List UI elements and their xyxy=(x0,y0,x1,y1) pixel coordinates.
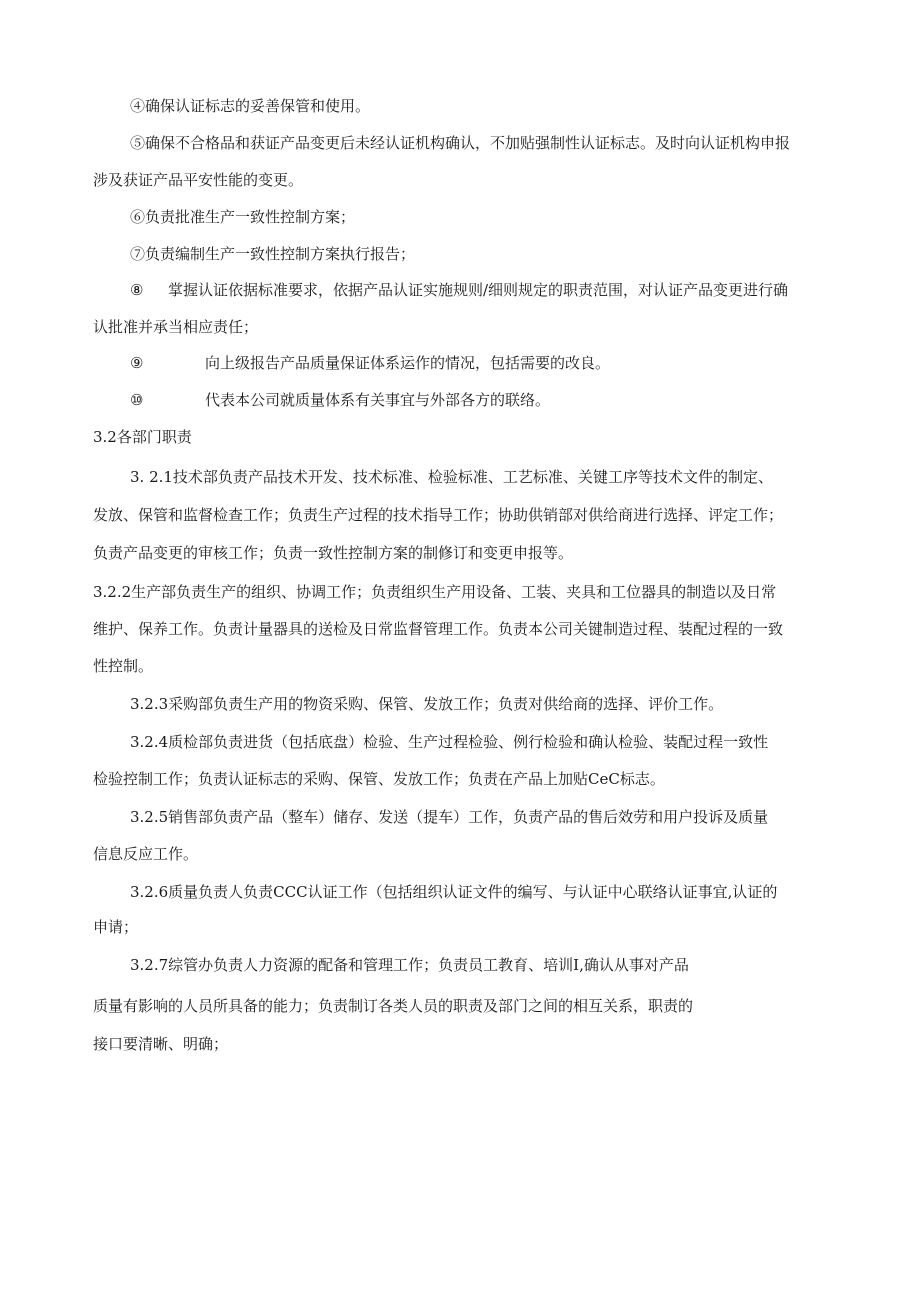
item-10-number: ⑩ xyxy=(130,391,144,409)
item-9: 向上级报告产品质量保证体系运作的情况，包括需要的改良。 xyxy=(205,354,611,372)
section-3-2-1-line-2: 发放、保管和监督检查工作；负责生产过程的技术指导工作；协助供销部对供给商进行选择、评定工作； xyxy=(93,506,784,524)
item-4: ④确保认证标志的妥善保管和使用。 xyxy=(130,97,371,115)
section-3-2-5-line-1: 3.2.5销售部负责产品（整车）储存、发送（提车）工作，负责产品的售后效劳和用户投诉及质量 xyxy=(130,808,769,826)
section-3-2-2-line-1: 3.2.2生产部负责生产的组织、协调工作；负责组织生产用设备、工装、夹具和工位器具的制造以及日常 xyxy=(93,583,777,601)
section-3-2-6-line-2: 申请； xyxy=(93,918,139,936)
section-3-2-7-line-1: 3.2.7综管办负责人力资源的配备和管理工作；负责员工教育、培训I,确认从事对产品 xyxy=(130,956,689,974)
section-3-2-1-line-1: 3. 2.1技术部负责产品技术开发、技术标准、检验标准、工艺标准、关键工序等技术文件的制定、 xyxy=(130,468,773,486)
section-heading: 3.2各部门职责 xyxy=(93,428,192,446)
item-10: 代表本公司就质量体系有关事宜与外部各方的联络。 xyxy=(205,391,551,409)
item-8-line-1: 掌握认证依据标准要求，依据产品认证实施规则/细则规定的职责范围，对认证产品变更进行确 xyxy=(168,281,789,299)
section-3-2-1-line-3: 负责产品变更的审核工作；负责一致性控制方案的制修订和变更申报等。 xyxy=(93,544,574,562)
item-8-line-2: 认批准并承当相应责任； xyxy=(93,318,259,336)
section-3-2-2-line-2: 维护、保养工作。负责计量器具的送检及日常监督管理工作。负责本公司关键制造过程、装配过程的一致 xyxy=(93,620,784,638)
section-3-2-5-line-2: 信息反应工作。 xyxy=(93,845,199,863)
item-7: ⑦负责编制生产一致性控制方案执行报告； xyxy=(130,245,416,263)
section-3-2-2-line-3: 性控制。 xyxy=(93,657,154,675)
section-3-2-4-line-1: 3.2.4质检部负责进货（包括底盘）检验、生产过程检验、例行检验和确认检验、装配过程一致性 xyxy=(130,733,769,751)
item-9-number: ⑨ xyxy=(130,354,144,372)
item-6: ⑥负责批准生产一致性控制方案； xyxy=(130,208,356,226)
item-5-line-1: ⑤确保不合格品和获证产品变更后未经认证机构确认，不加贴强制性认证标志。及时向认证机构申报 xyxy=(130,134,791,152)
section-3-2-7-line-2: 质量有影响的人员所具备的能力；负责制订各类人员的职责及部门之间的相互关系，职责的 xyxy=(93,997,694,1015)
section-3-2-4-line-2: 检验控制工作；负责认证标志的采购、保管、发放工作；负责在产品上加贴CeC标志。 xyxy=(93,770,665,788)
section-3-2-6-line-1: 3.2.6质量负责人负责CCC认证工作（包括组织认证文件的编写、与认证中心联络认证事宜,认证的 xyxy=(130,883,778,901)
section-3-2-3: 3.2.3采购部负责生产用的物资采购、保管、发放工作；负责对供给商的选择、评价工作。 xyxy=(130,695,724,713)
section-3-2-7-line-3: 接口要清晰、明确； xyxy=(93,1035,229,1053)
item-5-line-2: 涉及获证产品平安性能的变更。 xyxy=(93,171,304,189)
item-8-number: ⑧ xyxy=(130,281,144,299)
